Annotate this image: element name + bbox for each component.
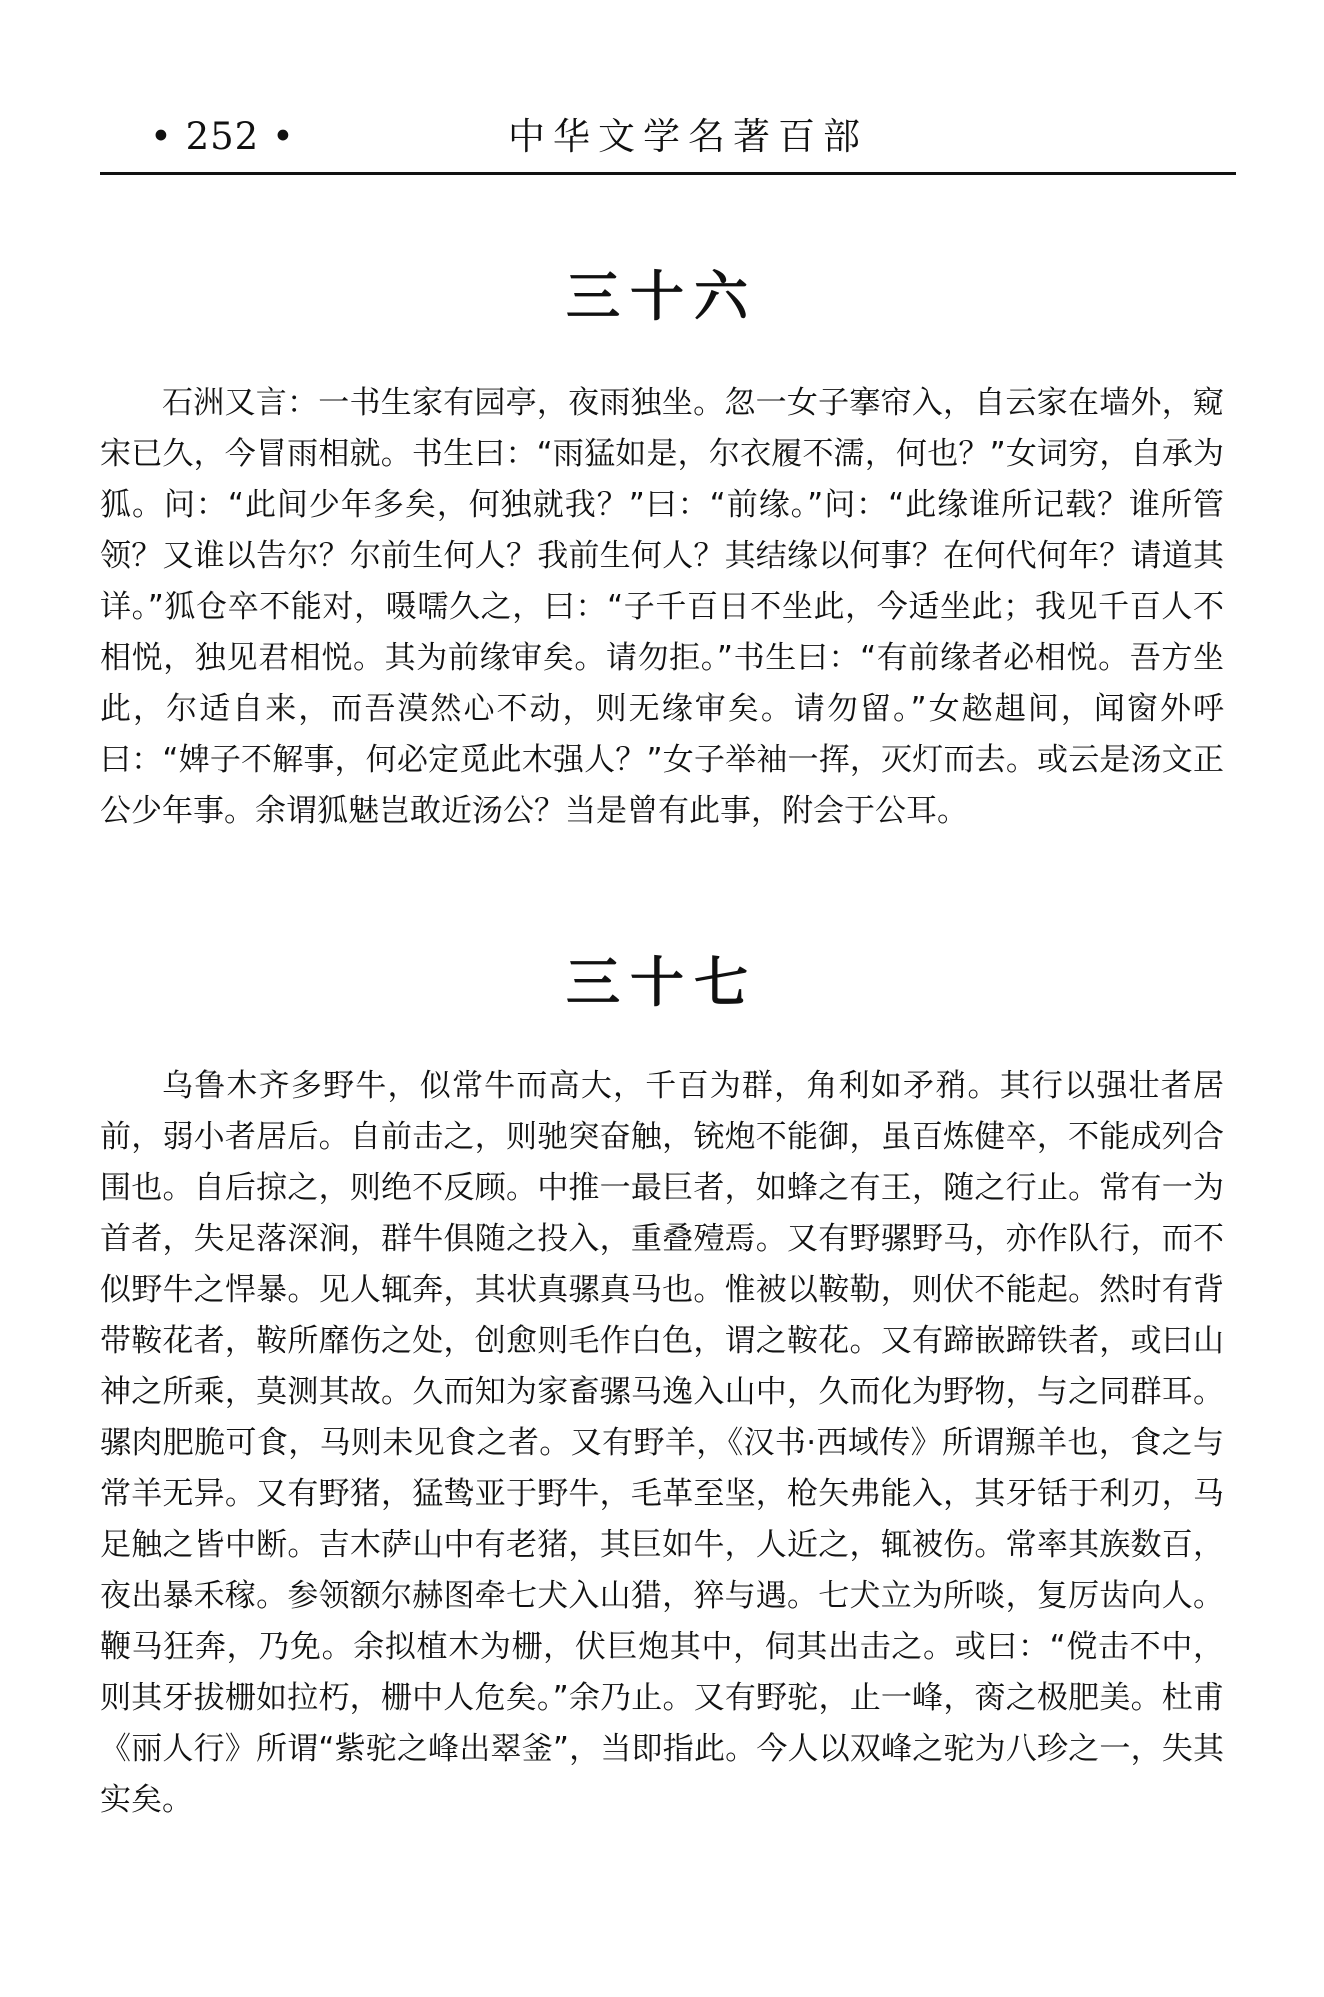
section-title-37: 三十七	[566, 951, 758, 1014]
section-37-paragraph: 乌鲁木齐多野牛，似常牛而高大，千百为群，角利如矛矟。其行以强壮者居前，弱小者居后。自前击之，则驰突奋触，铳炮不能御，虽百炼健卒，不能成列合围也。自后掠之，则绝不反顾。中推一最巨者，如蜂之有王，随之行止。常有一为首者，失足落深涧，群牛俱随之投入，重叠殪焉。又有野骡野马，亦作队行，而不似野牛之悍暴。见人辄奔，其状真骡真马也。惟被以鞍勒，则伏不能起。然时有背带鞍花者，鞍所靡伤之处，创愈则毛作白色，谓之鞍花。又有蹄嵌蹄铁者，或曰山神之所乘，莫测其故。久而知为家畜骡马逸入山中，久而化为野物，与之同群耳。骡肉肥脆可食，马则未见食之者。又有野羊，《汉书·西域传》所谓羱羊也，食之与常羊无异。又有野猪，猛鸷亚于野牛，毛革至坚，枪矢弗能入，其牙铦于利刃，马足触之皆中断。吉木萨山中有老猪，其巨如牛，人近之，辄被伤。常率其族数百，夜出暴禾稼。参领额尔赫图牵七犬入山猎，猝与遇。七犬立为所啖，复厉齿向人。鞭马狂奔，乃免。余拟植木为栅，伏巨炮其中，伺其出击之。或曰：“傥击不中，则其牙拔栅如拉朽，栅中人危矣。”余乃止。又有野驼，止一峰，脔之极肥美。杜甫《丽人行》所谓“紫驼之峰出翠釜”，当即指此。今人以双峰之驼为八珍之一，失其实矣。	[100, 1068, 1224, 1818]
page-number: • 252 •	[150, 115, 295, 158]
header-rule	[100, 172, 1236, 175]
page-header	[100, 108, 1236, 174]
book-title: 中华文学名著百部	[508, 115, 868, 158]
section-36-paragraph: 石洲又言：一书生家有园亭，夜雨独坐。忽一女子搴帘入，自云家在墙外，窥宋已久，今冒雨相就。书生曰：“雨猛如是，尔衣履不濡，何也？”女词穷，自承为狐。问：“此间少年多矣，何独就我？”曰：“前缘。”问：“此缘谁所记载？谁所管领？又谁以告尔？尔前生何人？我前生何人？其结缘以何事？在何代何年？请道其详。”狐仓卒不能对，嗫嚅久之，曰：“子千百日不坐此，今适坐此；我见千百人不相悦，独见君相悦。其为前缘审矣。请勿拒。”书生曰：“有前缘者必相悦。吾方坐此，尔适自来，而吾漠然心不动，则无缘审矣。请勿留。”女趑趄间，闻窗外呼曰：“婢子不解事，何必定觅此木强人？”女子举袖一挥，灭灯而去。或云是汤文正公少年事。余谓狐魅岂敢近汤公？当是曾有此事，附会于公耳。	[100, 385, 1224, 829]
section-title-36: 三十六	[566, 265, 758, 328]
